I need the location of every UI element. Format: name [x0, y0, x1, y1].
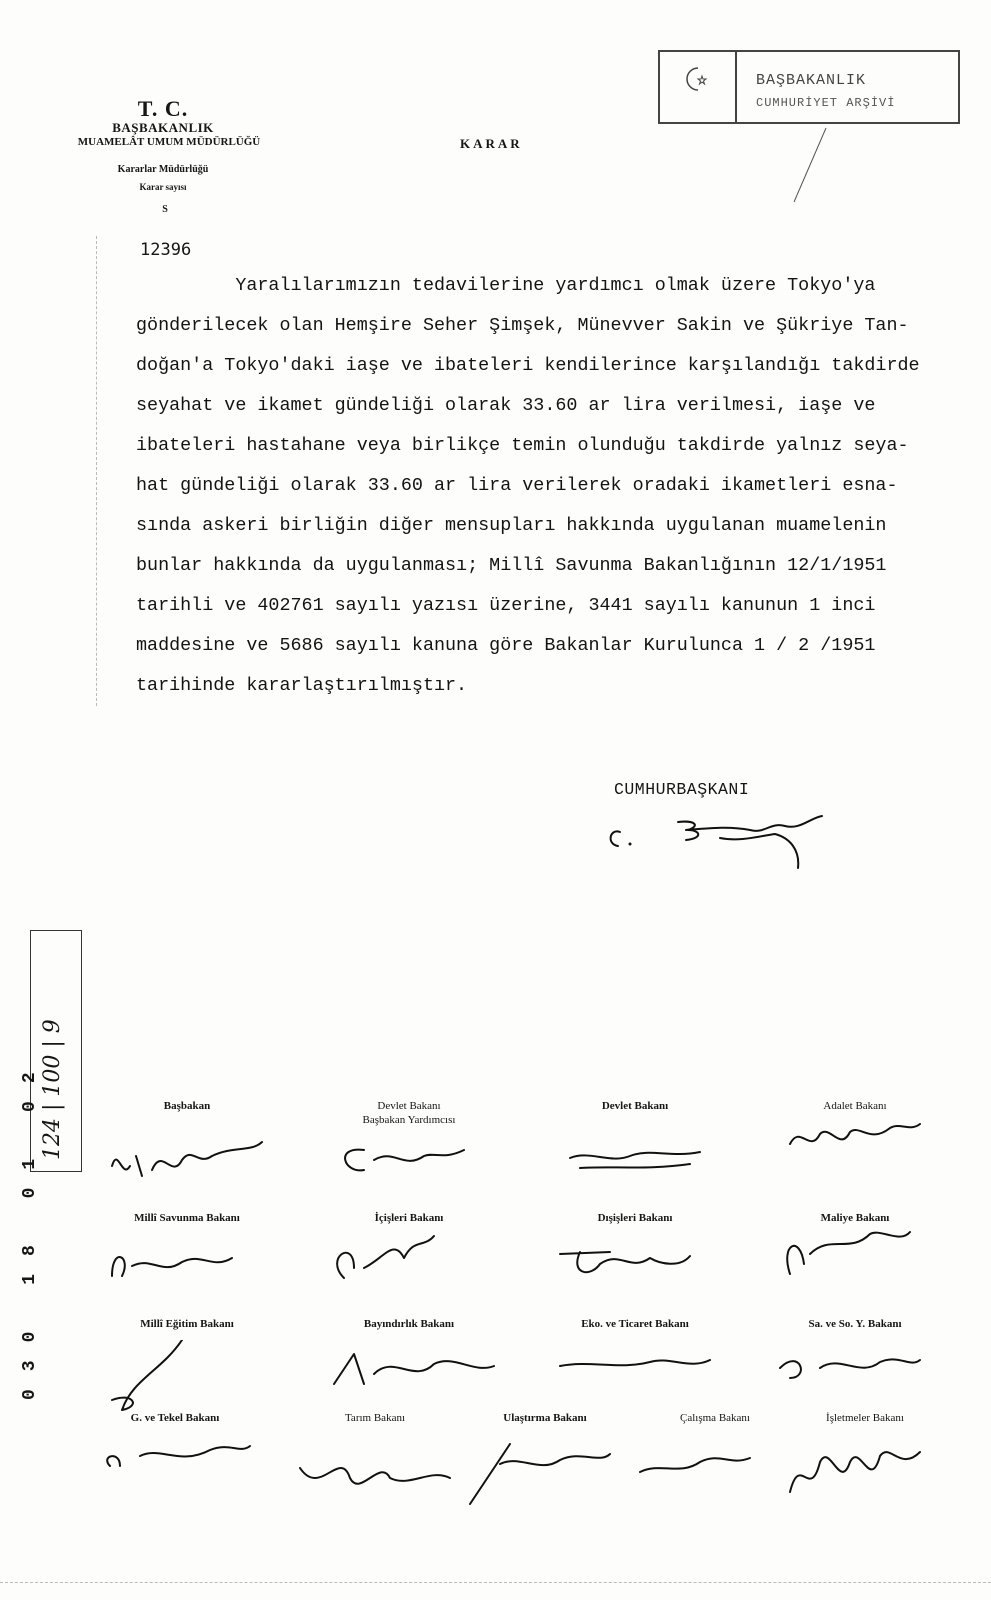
bottom-scan-edge [0, 1582, 991, 1584]
minister-label: Başbakan [163, 1100, 211, 1112]
letterhead-basbakanlik: BAŞBAKANLIK [112, 120, 214, 135]
minister-signature [324, 1228, 504, 1308]
minister-signature [102, 1136, 282, 1216]
letterhead-s: S [162, 204, 168, 215]
minister-signature [770, 1224, 950, 1304]
letterhead-kararlar: Kararlar Müdürlüğü [117, 164, 209, 175]
minister-signature [770, 1114, 950, 1194]
letterhead-karar-sayisi: Karar sayısı [139, 182, 187, 192]
minister-label: Tarım Bakanı [344, 1412, 406, 1424]
minister-label: Maliye Bakanı [820, 1212, 890, 1224]
archive-number: 030 18 01 02 [20, 1054, 40, 1400]
minister-signature [324, 1130, 504, 1210]
letterhead-muamelat: MUAMELÂT UMUM MÜDÜRLÜĞÜ [77, 136, 261, 148]
president-title: CUMHURBAŞKANI [614, 780, 750, 799]
decision-line: tarihli ve 402761 sayılı yazısı üzerine, 3441 sayılı kanunun 1 inci [136, 595, 876, 616]
minister-signature [550, 1234, 730, 1314]
document-title: KARAR [460, 136, 523, 151]
decision-line: sında askeri birliğin diğer mensupları hakkında uygulanan muamelenin [136, 515, 887, 536]
minister-label: Millî Savunma Bakanı [134, 1212, 240, 1224]
decision-line: ibateleri hastahane veya birlikçe temin olunduğu takdirde yalnız seya- [136, 435, 909, 456]
margin-guide-line [96, 236, 99, 706]
crescent-star-icon [680, 64, 710, 94]
decision-line: tarihinde kararlaştırılmıştır. [136, 675, 468, 696]
minister-label: İşletmeler Bakanı [826, 1412, 904, 1424]
minister-label: Adalet Bakanı [823, 1100, 887, 1112]
minister-label: Ulaştırma Bakanı [503, 1412, 587, 1424]
minister-label: Bayındırlık Bakanı [363, 1318, 455, 1330]
minister-label: Çalışma Bakanı [680, 1412, 750, 1424]
stamp-pen-mark [790, 126, 830, 206]
minister-signature [770, 1338, 950, 1418]
minister-signature [780, 1432, 960, 1512]
minister-signature [550, 1128, 730, 1208]
minister-label: Eko. ve Ticaret Bakanı [581, 1318, 689, 1330]
minister-label: Devlet Bakanı Başbakan Yardımcısı [362, 1100, 456, 1126]
minister-label: G. ve Tekel Bakanı [130, 1412, 220, 1424]
minister-signature [102, 1236, 282, 1316]
minister-label: Devlet Bakanı [601, 1100, 669, 1112]
minister-label: Dışişleri Bakanı [597, 1212, 673, 1224]
minister-label: Millî Eğitim Bakanı [140, 1318, 234, 1330]
minister-signature [290, 1438, 470, 1518]
minister-signature [90, 1426, 270, 1506]
letterhead-tc: T. C. [137, 96, 189, 121]
stamp-divider [735, 50, 737, 124]
minister-signature [550, 1336, 730, 1416]
decision-line: maddesine ve 5686 sayılı kanuna göre Bakanlar Kurulunca 1 / 2 /1951 [136, 635, 876, 656]
decision-body [136, 266, 956, 706]
minister-label: Sa. ve So. Y. Bakanı [808, 1318, 902, 1330]
decision-line: Yaralılarımızın tedavilerine yardımcı olmak üzere Tokyo'ya [136, 275, 876, 296]
decision-line: bunlar hakkında da uygulanması; Millî Savunma Bakanlığının 12/1/1951 [136, 555, 887, 576]
minister-label: İçişleri Bakanı [374, 1212, 444, 1224]
decision-line: hat gündeliği olarak 33.60 ar lira verilerek oradaki ikametleri esna- [136, 475, 898, 496]
president-signature [600, 808, 830, 878]
stamp-line-2: CUMHURİYET ARŞİVİ [756, 96, 896, 110]
decision-line: seyahat ve ikamet gündeliği olarak 33.60 ar lira verilmesi, iaşe ve [136, 395, 876, 416]
reference-number: 12396 [140, 240, 192, 260]
stamp-line-1: BAŞBAKANLIK [756, 72, 867, 89]
decision-line: gönderilecek olan Hemşire Seher Şimşek, Münevver Sakin ve Şükriye Tan- [136, 315, 909, 336]
minister-signature [460, 1434, 640, 1514]
minister-signature [102, 1340, 282, 1420]
archive-handwritten: 124 | 100 | 9 [40, 1019, 65, 1160]
decision-line: doğan'a Tokyo'daki iaşe ve ibateleri kendilerince karşılandığı takdirde [136, 355, 920, 376]
